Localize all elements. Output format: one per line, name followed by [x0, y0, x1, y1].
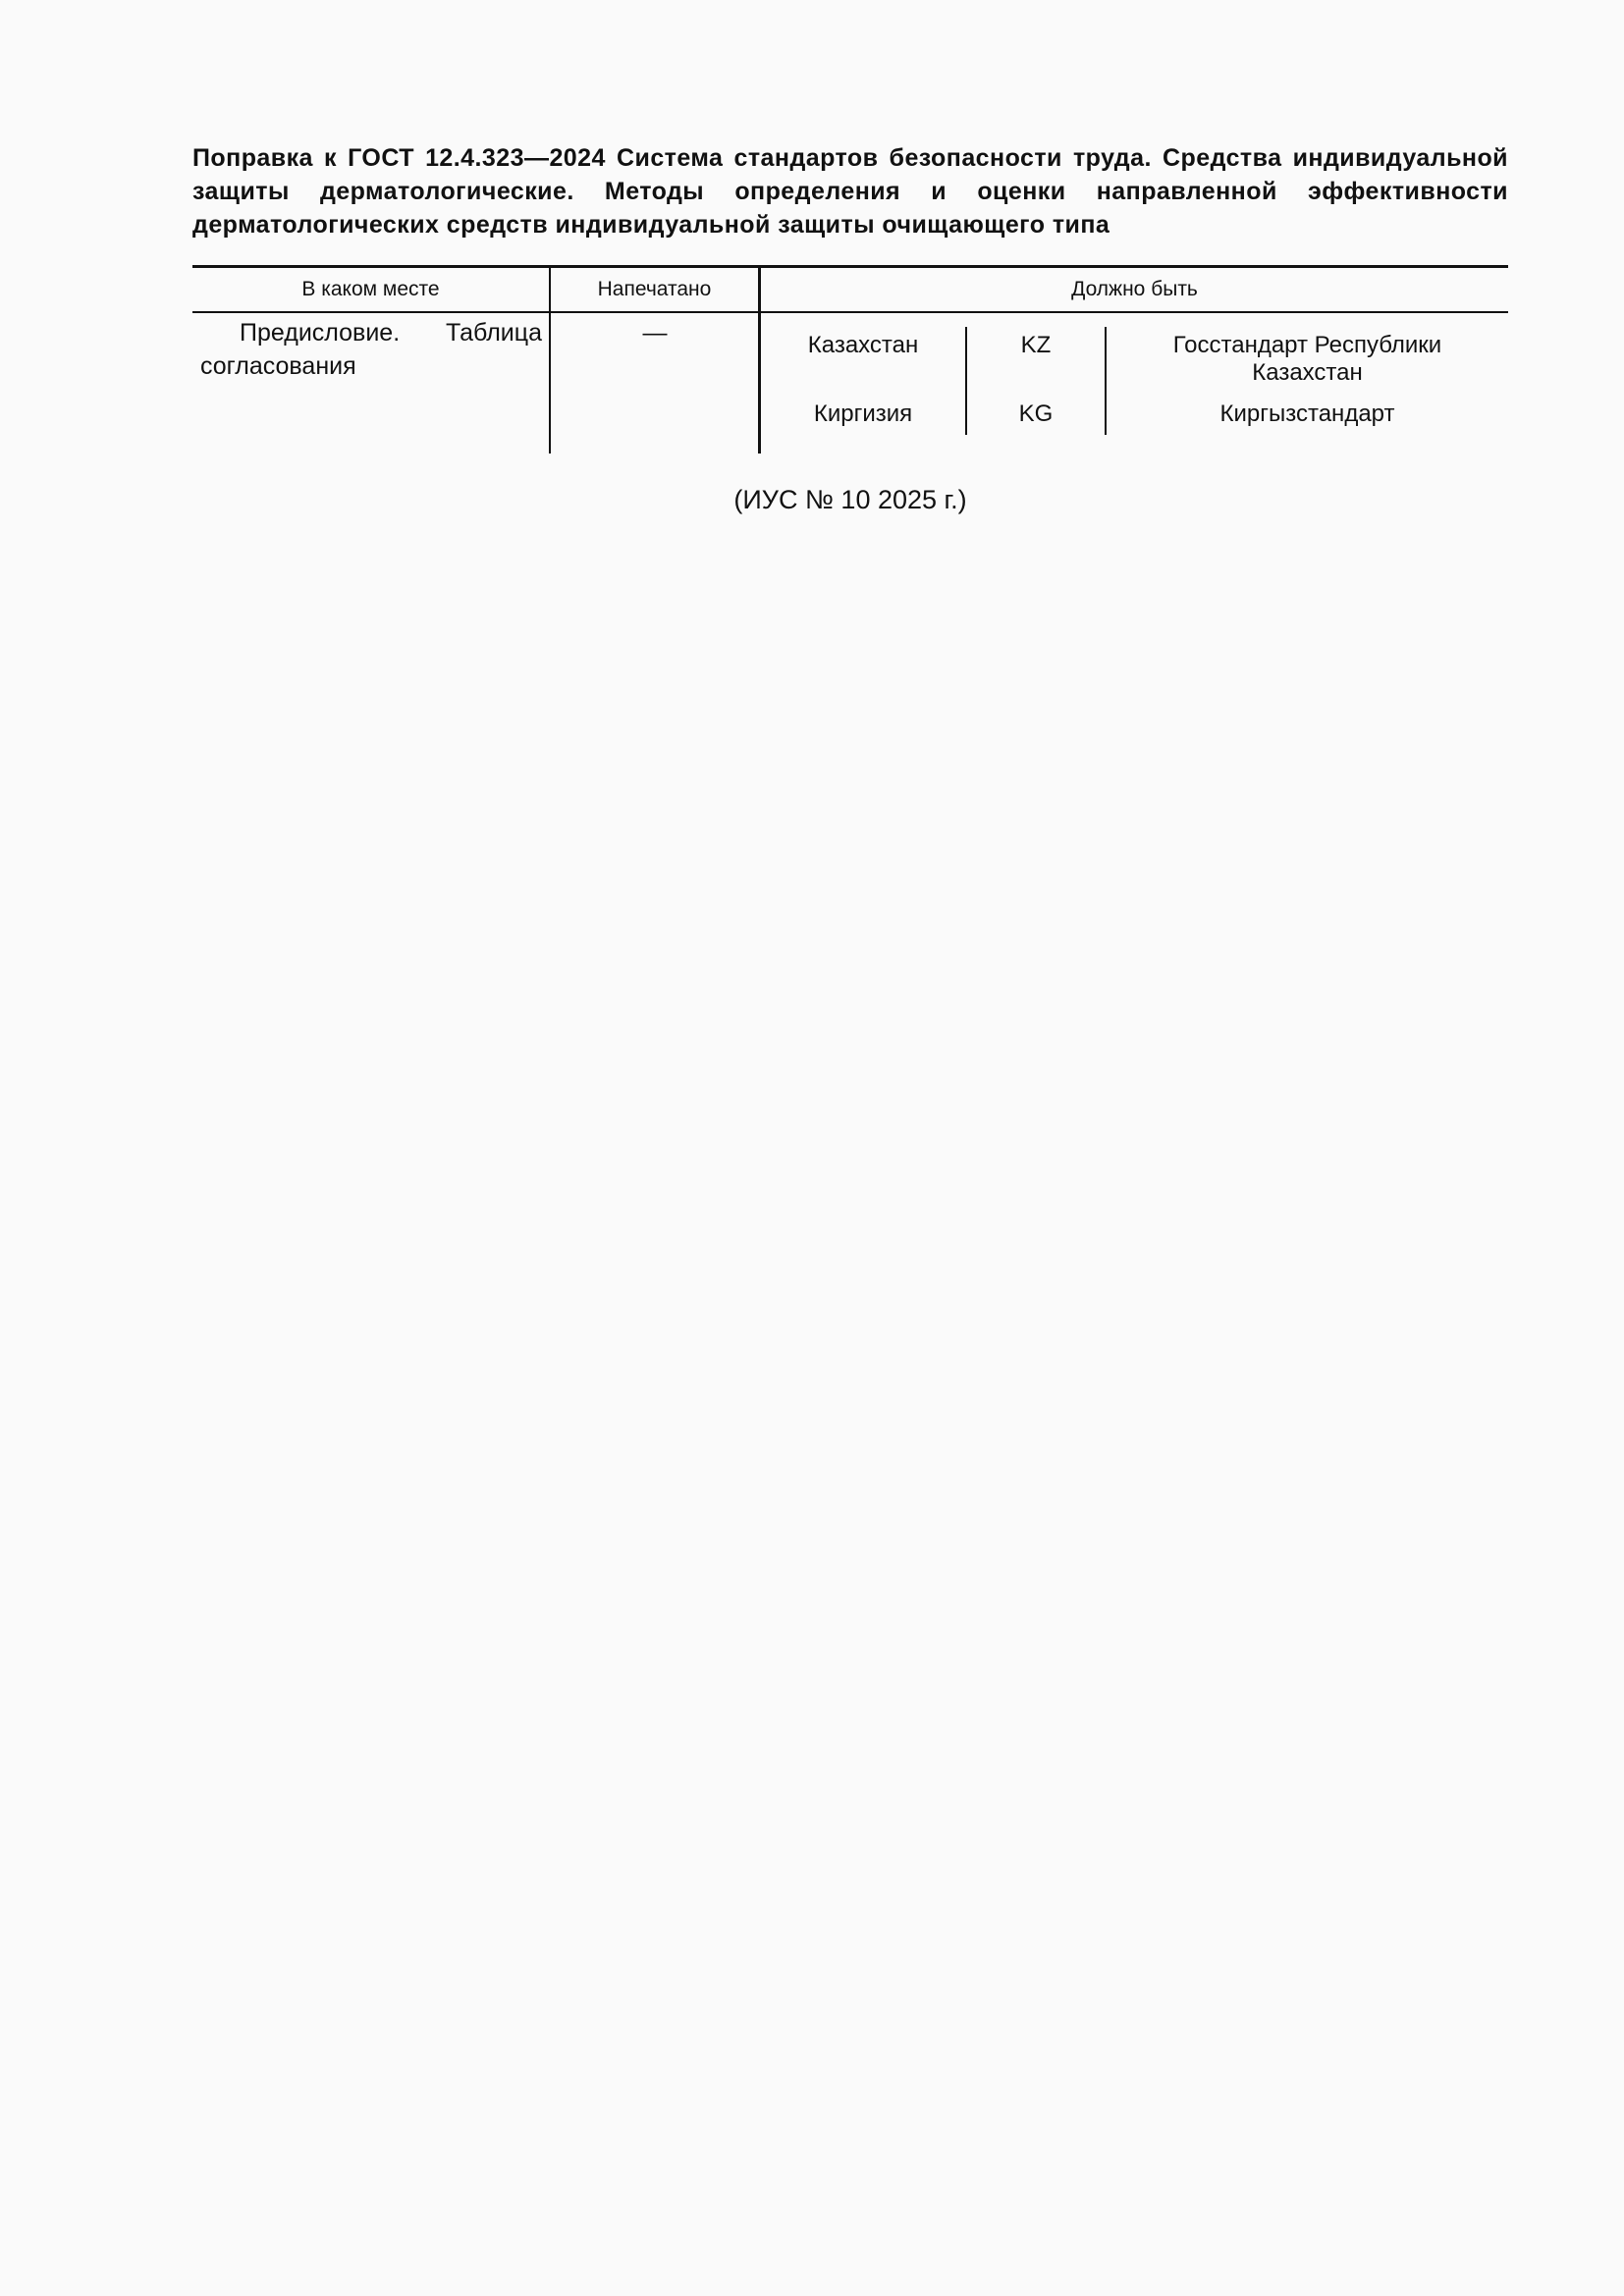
header-place: В каком месте	[301, 278, 440, 300]
country-name: Казахстан	[807, 332, 919, 358]
header-printed: Напечатано	[597, 278, 712, 300]
standards-body-line: Киргызстандарт	[1219, 400, 1395, 427]
standards-body-line: Госстандарт Республики	[1172, 332, 1442, 358]
country-code: KZ	[1020, 332, 1052, 358]
document-page	[192, 141, 1508, 514]
amendment-table	[192, 265, 1508, 454]
amendment-title: Поправка к ГОСТ 12.4.323—2024 Система стандартов безопасности труда. Средства индивидуальной защиты дерматологические. Методы определения и оценки направленной эффективности дерматологических средств индивидуальной защиты очищающего типа	[192, 144, 1508, 239]
country-code: KG	[1018, 400, 1054, 427]
cell-printed: —	[642, 319, 668, 347]
standards-body	[1107, 400, 1508, 428]
standards-body	[1107, 332, 1508, 387]
table-header-rule	[192, 311, 1508, 313]
standards-body-line: Казахстан	[1252, 359, 1363, 386]
cell-place: Предисловие. Таблица согласования	[200, 319, 542, 380]
country-name: Киргизия	[813, 400, 913, 427]
ius-reference: (ИУС № 10 2025 г.)	[733, 485, 967, 514]
header-should-be: Должно быть	[1071, 278, 1198, 300]
